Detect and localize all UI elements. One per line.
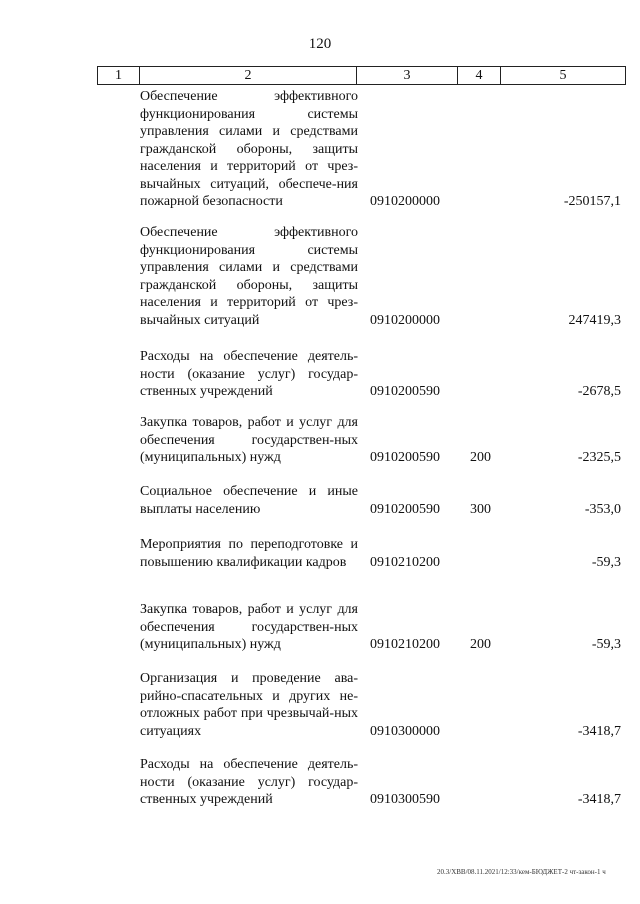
row-description: Социальное обеспечение и иные выплаты населению	[140, 484, 358, 517]
table-row	[140, 88, 621, 211]
row-description: Закупка товаров, работ и услуг для обеспечения государствен-ных (муниципальных) нужд	[140, 602, 358, 652]
row-code: 0910200000	[370, 194, 440, 209]
row-expense-type: 200	[470, 637, 491, 652]
table-row	[140, 224, 621, 329]
row-code: 0910300590	[370, 792, 440, 807]
table-row	[140, 756, 621, 809]
header-col-1: 1	[98, 67, 140, 84]
row-code: 0910200590	[370, 450, 440, 465]
row-amount: -250157,1	[563, 194, 621, 209]
row-description: Мероприятия по переподготовке и повышению квалификации кадров	[140, 537, 358, 570]
table-row	[140, 670, 621, 740]
row-code: 0910200590	[370, 384, 440, 399]
table-row	[140, 348, 621, 401]
row-expense-type: 200	[470, 450, 491, 465]
row-amount: 247419,3	[568, 312, 621, 328]
table-header	[97, 66, 626, 85]
row-amount: -59,3	[591, 554, 621, 570]
header-col-2: 2	[140, 67, 357, 84]
row-code: 0910200590	[370, 501, 440, 517]
row-code: 0910300000	[370, 723, 440, 739]
row-description: Организация и проведение ава-рийно-спасательных и других не-отложных работ при чрезвычай-ных ситуациях	[140, 671, 358, 739]
row-description: Обеспечение эффективного функционирования системы управления силами и средствами гражданской обороны, защиты населения и территорий от чрез-вычайных ситуаций	[140, 225, 358, 328]
row-amount: -2325,5	[577, 450, 621, 465]
row-code: 0910200000	[370, 312, 440, 328]
row-code: 0910210200	[370, 637, 440, 652]
header-col-4: 4	[458, 67, 501, 84]
row-expense-type: 300	[470, 501, 491, 517]
table-row	[140, 601, 621, 654]
header-col-5: 5	[559, 68, 567, 83]
page-number: 120	[308, 36, 332, 52]
row-description: Расходы на обеспечение деятель-ности (оказание услуг) государ-ственных учреждений	[140, 349, 358, 399]
row-amount: -3418,7	[577, 792, 621, 807]
row-amount: -59,3	[591, 637, 621, 652]
row-description: Закупка товаров, работ и услуг для обеспечения государствен-ных (муниципальных) нужд	[140, 415, 358, 465]
row-code: 0910210200	[370, 554, 440, 570]
table-row	[140, 536, 621, 571]
row-description: Обеспечение эффективного функционирования системы управления силами и средствами гражданской обороны, защиты населения и территорий от чрез-вычайных ситуаций, обеспече-ния пожарной безопасности	[140, 89, 358, 209]
row-amount: -3418,7	[577, 723, 621, 739]
row-amount: -353,0	[584, 501, 621, 517]
row-description: Расходы на обеспечение деятель-ности (оказание услуг) государ-ственных учреждений	[140, 757, 358, 807]
footer-stamp: 20.3/ХВВ/08.11.2021/12:33/кем-БЮДЖЕТ-2 чт-закон-1 ч	[437, 868, 606, 876]
table-row	[140, 414, 621, 467]
header-col-3: 3	[357, 67, 458, 84]
table-row	[140, 483, 621, 518]
row-amount: -2678,5	[577, 384, 621, 399]
